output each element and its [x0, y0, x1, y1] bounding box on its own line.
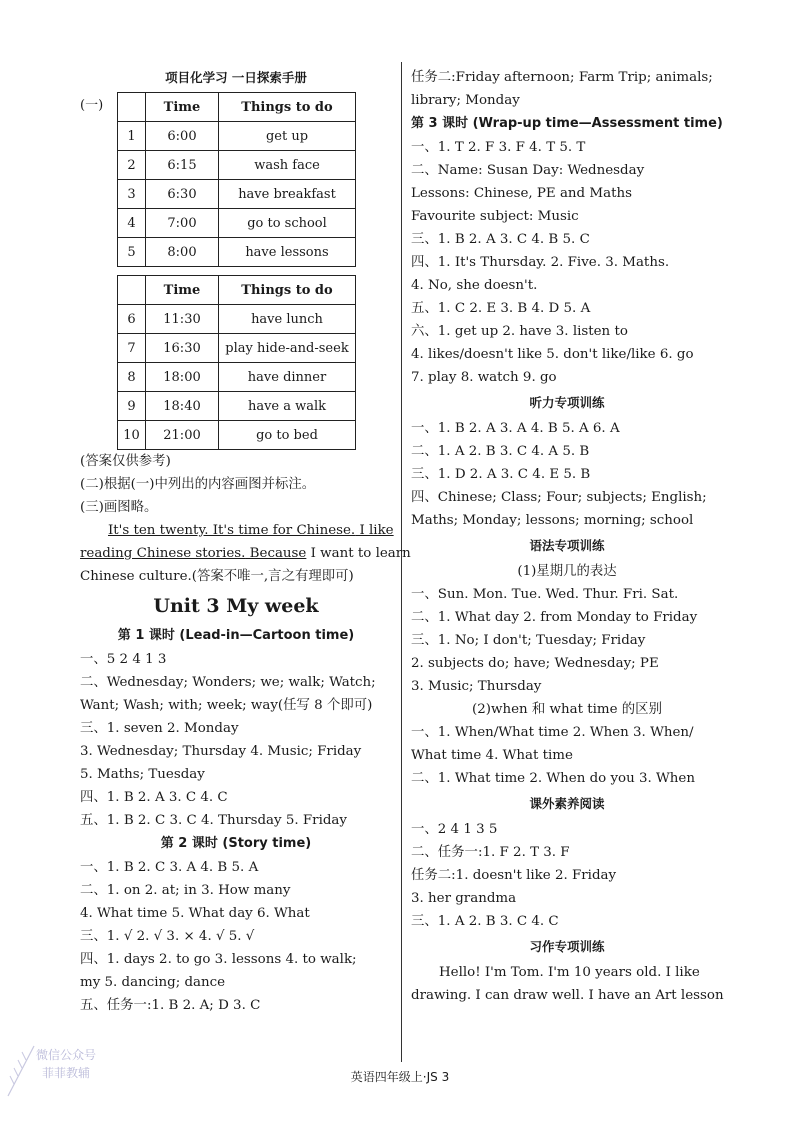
table-cell: 11:30	[146, 305, 219, 334]
schedule-table-2	[117, 275, 356, 450]
subsection-heading: (1)星期几的表达	[517, 564, 617, 579]
answer-line: 3. her grandma	[411, 891, 517, 906]
table-cell: 18:00	[146, 363, 219, 392]
page-header: 项目化学习 一日探索手册	[165, 70, 307, 85]
watermark-line: 微信公众号	[36, 1048, 97, 1062]
underlined-text: It's time for Chinese.	[208, 523, 356, 538]
lesson-heading: 第 2 课时 (Story time)	[160, 836, 312, 851]
lesson-heading: 第 1 课时 (Lead-in—Cartoon time)	[117, 628, 355, 643]
table-cell: 21:00	[146, 421, 219, 450]
table-header-cell: Time	[146, 93, 219, 122]
answer-line: Lessons: Chinese, PE and Maths	[411, 186, 632, 201]
schedule-block	[80, 92, 392, 450]
table-cell: 6:00	[146, 122, 219, 151]
table-row	[118, 122, 356, 151]
answer-line: 5. Maths; Tuesday	[80, 767, 205, 782]
table-cell: 1	[118, 122, 146, 151]
answer-line: 四、1. B 2. A 3. C 4. C	[80, 790, 228, 805]
table-header-cell: Time	[146, 276, 219, 305]
section-heading: 语法专项训练	[529, 538, 605, 553]
table-cell: 18:40	[146, 392, 219, 421]
table-cell: 8:00	[146, 238, 219, 267]
table-row	[118, 392, 356, 421]
subsection-heading: (2)when 和 what time 的区别	[472, 702, 662, 717]
watermark	[36, 1046, 96, 1082]
lesson-heading: 第 3 课时 (Wrap-up time—Assessment time)	[411, 116, 723, 131]
table-cell: 8	[118, 363, 146, 392]
answer-line: 一、Sun. Mon. Tue. Wed. Thur. Fri. Sat.	[411, 587, 679, 602]
table-cell: 2	[118, 151, 146, 180]
answer-line: 4. What time 5. What day 6. What	[80, 906, 310, 921]
answer-line: 一、5 2 4 1 3	[80, 652, 167, 667]
answer-line: 四、Chinese; Class; Four; subjects; English;	[411, 490, 707, 505]
answer-line: 五、1. B 2. C 3. C 4. Thursday 5. Friday	[80, 813, 347, 828]
table-cell: 6:15	[146, 151, 219, 180]
answer-line: 4. likes/doesn't like 5. don't like/like 6. go	[411, 347, 694, 362]
answer-line: 四、1. It's Thursday. 2. Five. 3. Maths.	[411, 255, 670, 270]
answer-line: 一、1. B 2. A 3. A 4. B 5. A 6. A	[411, 421, 620, 436]
table-cell: go to school	[219, 209, 356, 238]
paragraph-text: I want to learn	[306, 546, 411, 561]
table-cell: 5	[118, 238, 146, 267]
table-header-cell: Things to do	[219, 93, 356, 122]
answer-line: 二、任务一:1. F 2. T 3. F	[411, 845, 570, 860]
answer-line: Want; Wash; with; week; way(任写 8 个即可)	[80, 698, 373, 713]
table-cell: 3	[118, 180, 146, 209]
table-cell: 7:00	[146, 209, 219, 238]
table-cell: 10	[118, 421, 146, 450]
table-cell: have dinner	[219, 363, 356, 392]
answer-line: 六、1. get up 2. have 3. listen to	[411, 324, 628, 339]
section-heading: 听力专项训练	[529, 395, 605, 410]
answer-line: 四、1. days 2. to go 3. lessons 4. to walk;	[80, 952, 357, 967]
answer-line: 二、1. What time 2. When do you 3. When	[411, 771, 695, 786]
answer-line: 7. play 8. watch 9. go	[411, 370, 557, 385]
sample-paragraph-line: Hello! I'm Tom. I'm 10 years old. I like	[439, 965, 700, 980]
table-row	[118, 180, 356, 209]
table-header-row	[118, 93, 356, 122]
table-row	[118, 151, 356, 180]
underlined-text: Because	[245, 546, 307, 561]
underlined-text: reading Chinese stories.	[80, 546, 246, 561]
table-row	[118, 305, 356, 334]
table-cell: 9	[118, 392, 146, 421]
answer-line: 三、1. D 2. A 3. C 4. E 5. B	[411, 467, 591, 482]
answer-line: 一、1. B 2. C 3. A 4. B 5. A	[80, 860, 259, 875]
table-header-cell	[118, 93, 146, 122]
table-header-cell	[118, 276, 146, 305]
table-cell: 16:30	[146, 334, 219, 363]
table-cell: 6:30	[146, 180, 219, 209]
answer-line: Favourite subject: Music	[411, 209, 579, 224]
answer-line: my 5. dancing; dance	[80, 975, 226, 990]
answer-line: 任务二:Friday afternoon; Farm Trip; animals;	[411, 70, 713, 85]
table-cell: have breakfast	[219, 180, 356, 209]
answer-line: (二)根据(一)中列出的内容画图并标注。	[80, 477, 316, 492]
section-heading: 课外素养阅读	[529, 796, 605, 811]
answer-line: 2. subjects do; have; Wednesday; PE	[411, 656, 659, 671]
answer-note: (答案仅供参考)	[80, 454, 171, 469]
answer-line: 二、Wednesday; Wonders; we; walk; Watch;	[80, 675, 376, 690]
answer-line: 任务二:1. doesn't like 2. Friday	[411, 868, 617, 883]
table-cell: go to bed	[219, 421, 356, 450]
sample-paragraph-line	[80, 542, 411, 565]
answer-line: 4. No, she doesn't.	[411, 278, 538, 293]
table-cell: play hide-and-seek	[219, 334, 356, 363]
answer-line: 3. Music; Thursday	[411, 679, 542, 694]
answer-line: 三、1. √ 2. √ 3. × 4. √ 5. √	[80, 929, 255, 944]
page-footer: 英语四年级上·JS 3	[350, 1070, 450, 1084]
answer-line: 二、1. on 2. at; in 3. How many	[80, 883, 291, 898]
unit-title: Unit 3 My week	[153, 595, 319, 617]
table-cell: have lessons	[219, 238, 356, 267]
table-header-cell: Things to do	[219, 276, 356, 305]
table-cell: 7	[118, 334, 146, 363]
table-row	[118, 363, 356, 392]
underlined-text: It's ten twenty.	[108, 523, 209, 538]
answer-line: library; Monday	[411, 93, 520, 108]
table-row	[118, 334, 356, 363]
answer-line: 三、1. B 2. A 3. C 4. B 5. C	[411, 232, 590, 247]
section-label: (一)	[80, 98, 104, 113]
table-row	[118, 421, 356, 450]
answer-line: 五、1. C 2. E 3. B 4. D 5. A	[411, 301, 591, 316]
table-cell: wash face	[219, 151, 356, 180]
table-cell: 6	[118, 305, 146, 334]
table-cell: 4	[118, 209, 146, 238]
answer-line: What time 4. What time	[411, 748, 573, 763]
answer-line: Maths; Monday; lessons; morning; school	[411, 513, 694, 528]
sample-paragraph-line	[80, 519, 392, 542]
feather-watermark-icon	[4, 1040, 40, 1100]
table-header-row	[118, 276, 356, 305]
watermark-line: 菲菲教辅	[42, 1066, 91, 1080]
sample-paragraph-line: drawing. I can draw well. I have an Art lesson	[411, 988, 724, 1003]
answer-line: 三、1. No; I don't; Tuesday; Friday	[411, 633, 646, 648]
table-row	[118, 209, 356, 238]
answer-line: 一、1. When/What time 2. When 3. When/	[411, 725, 694, 740]
table-cell: have a walk	[219, 392, 356, 421]
answer-line: 二、1. A 2. B 3. C 4. A 5. B	[411, 444, 590, 459]
underlined-text: I like	[355, 523, 394, 538]
right-column	[411, 66, 723, 1007]
table-cell: have lunch	[219, 305, 356, 334]
column-divider	[401, 62, 402, 1062]
table-row	[118, 238, 356, 267]
section-heading: 习作专项训练	[529, 939, 605, 954]
answer-line: (三)画图略。	[80, 500, 158, 515]
answer-line: 三、1. A 2. B 3. C 4. C	[411, 914, 559, 929]
table-cell: get up	[219, 122, 356, 151]
schedule-table-1	[117, 92, 356, 267]
left-column	[80, 64, 411, 1017]
answer-line: 一、2 4 1 3 5	[411, 822, 498, 837]
answer-line: 三、1. seven 2. Monday	[80, 721, 239, 736]
answer-line: 3. Wednesday; Thursday 4. Music; Friday	[80, 744, 362, 759]
answer-line: 一、1. T 2. F 3. F 4. T 5. T	[411, 140, 586, 155]
answer-line: 五、任务一:1. B 2. A; D 3. C	[80, 998, 261, 1013]
sample-paragraph-line: Chinese culture.(答案不唯一,言之有理即可)	[80, 569, 354, 584]
answer-line: 二、Name: Susan Day: Wednesday	[411, 163, 645, 178]
answer-line: 二、1. What day 2. from Monday to Friday	[411, 610, 698, 625]
